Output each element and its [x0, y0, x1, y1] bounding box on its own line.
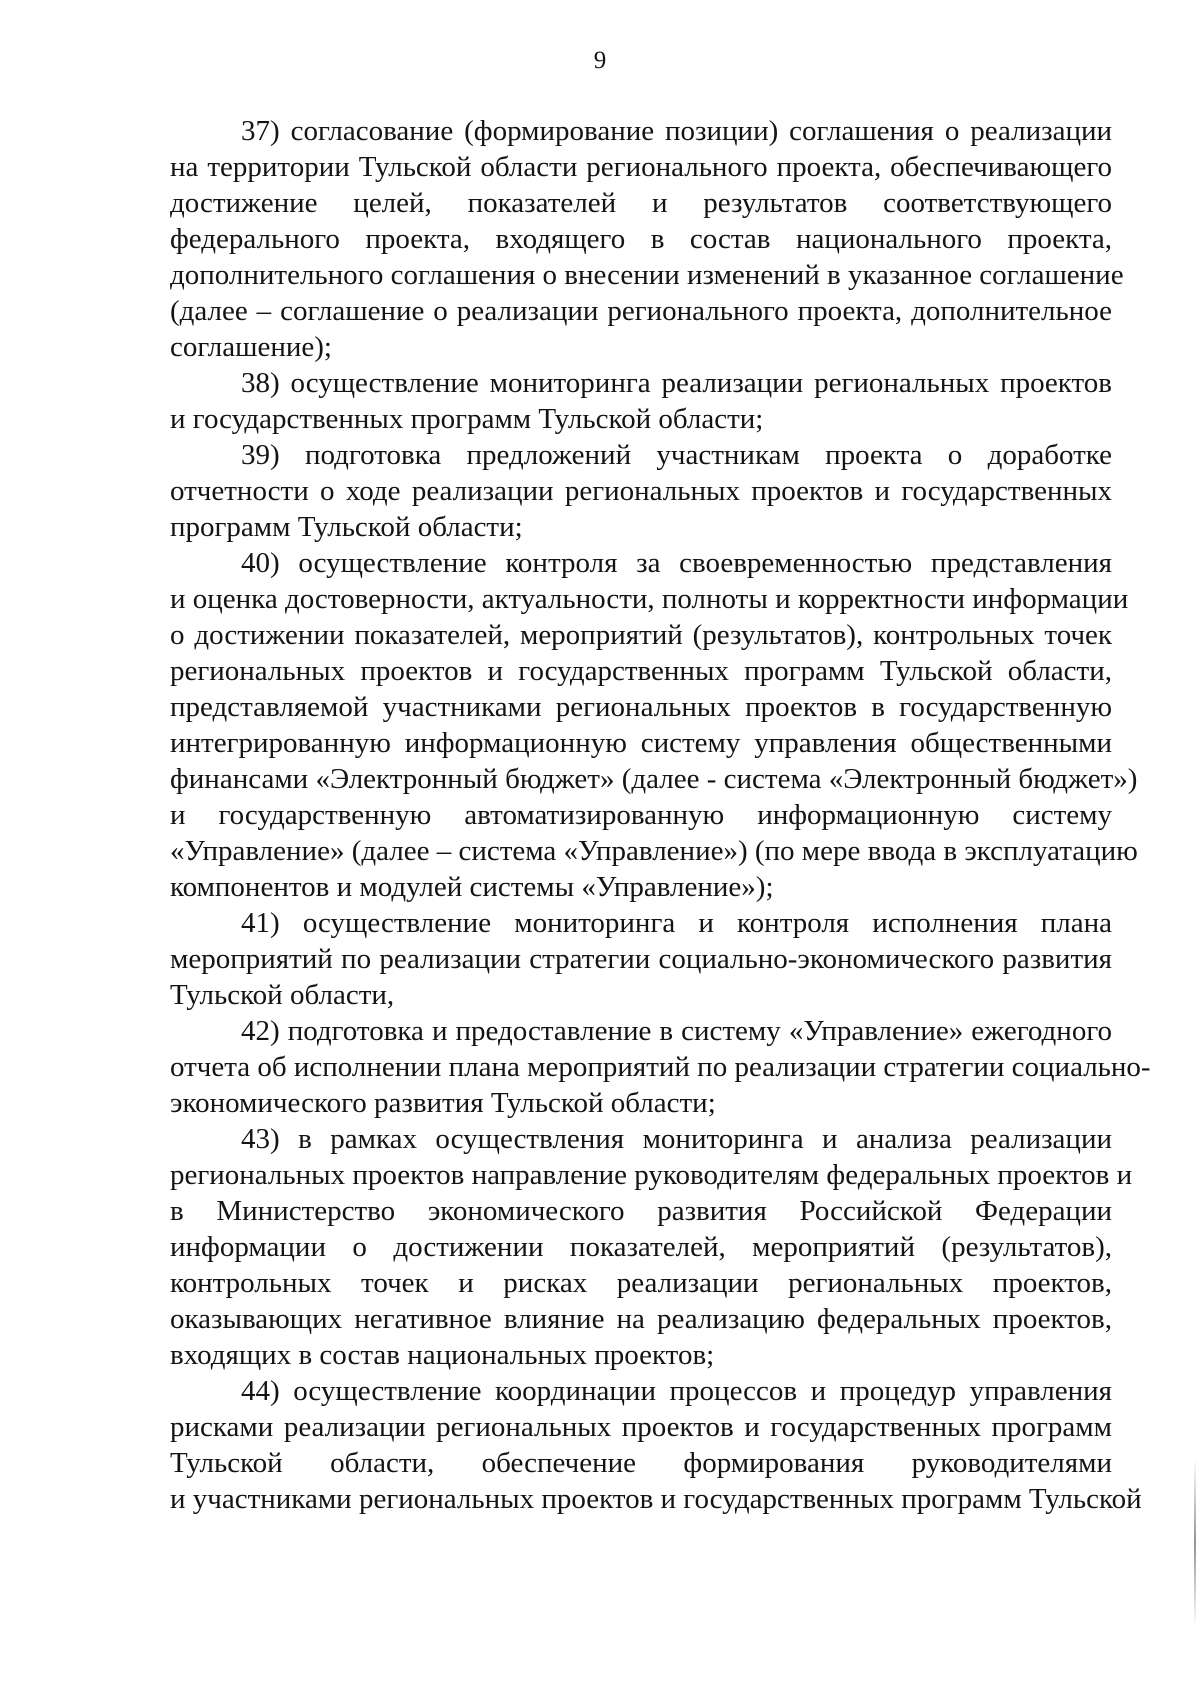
text-line: 39) подготовка предложений участникам проекта о доработке	[241, 439, 1112, 471]
text-line: отчета об исполнении плана мероприятий по реализации стратегии социально-	[170, 1051, 1151, 1083]
text-line: 41) осуществление мониторинга и контроля исполнения плана	[241, 907, 1112, 939]
text-line: и государственную автоматизированную информационную систему	[170, 799, 1112, 831]
text-line: 44) осуществление координации процессов и процедур управления	[241, 1375, 1112, 1407]
text-line: дополнительного соглашения о внесении изменений в указанное соглашение	[170, 259, 1124, 291]
text-line: интегрированную информационную систему управления общественными	[170, 727, 1112, 759]
scan-edge-mark	[1194, 1458, 1196, 1628]
page-number: 9	[593, 47, 607, 74]
text-line: (далее – соглашение о реализации регионального проекта, дополнительное	[170, 295, 1112, 327]
text-line: 43) в рамках осуществления мониторинга и анализа реализации	[241, 1123, 1112, 1155]
text-line: 38) осуществление мониторинга реализации региональных проектов	[241, 367, 1112, 399]
text-line: представляемой участниками региональных проектов в государственную	[170, 691, 1112, 723]
paragraph-item-39	[170, 437, 1112, 545]
text-line: региональных проектов и государственных программ Тульской области,	[170, 655, 1112, 687]
text-line: финансами «Электронный бюджет» (далее - система «Электронный бюджет»)	[170, 763, 1138, 795]
text-line: входящих в состав национальных проектов;	[170, 1339, 715, 1371]
text-line: 42) подготовка и предоставление в систему «Управление» ежегодного	[241, 1015, 1112, 1047]
paragraph-item-40	[170, 545, 1138, 905]
paragraph-item-42	[170, 1013, 1151, 1121]
document-body	[170, 113, 1151, 1517]
text-line: и участниками региональных проектов и государственных программ Тульской	[170, 1483, 1142, 1515]
text-line: региональных проектов направление руководителям федеральных проектов и	[170, 1159, 1133, 1191]
text-line: информации о достижении показателей, мероприятий (результатов),	[170, 1231, 1112, 1263]
text-line: и государственных программ Тульской области;	[170, 403, 764, 435]
text-line: 40) осуществление контроля за своевременностью представления	[241, 547, 1112, 579]
paragraph-item-43	[170, 1121, 1133, 1373]
text-line: соглашение);	[170, 331, 332, 363]
text-line: Тульской области,	[170, 979, 395, 1011]
text-line: отчетности о ходе реализации региональных проектов и государственных	[170, 475, 1112, 507]
text-line: программ Тульской области;	[170, 511, 523, 543]
paragraph-item-37	[170, 113, 1124, 365]
paragraph-item-44	[170, 1373, 1142, 1517]
text-line: на территории Тульской области регионального проекта, обеспечивающего	[170, 151, 1112, 183]
text-line: в Министерство экономического развития Российской Федерации	[170, 1195, 1112, 1227]
text-line: компонентов и модулей системы «Управление»);	[170, 871, 774, 903]
paragraph-item-41	[170, 905, 1112, 1013]
text-line: 37) согласование (формирование позиции) соглашения о реализации	[241, 115, 1112, 147]
text-line: о достижении показателей, мероприятий (результатов), контрольных точек	[170, 619, 1112, 651]
text-line: экономического развития Тульской области;	[170, 1087, 716, 1119]
text-line: оказывающих негативное влияние на реализацию федеральных проектов,	[170, 1303, 1112, 1335]
text-line: Тульской области, обеспечение формирования руководителями	[170, 1447, 1112, 1479]
text-line: достижение целей, показателей и результатов соответствующего	[170, 187, 1112, 219]
paragraph-item-38	[170, 365, 1112, 437]
text-line: «Управление» (далее – система «Управление») (по мере ввода в эксплуатацию	[170, 835, 1138, 867]
text-line: контрольных точек и рисках реализации региональных проектов,	[170, 1267, 1112, 1299]
text-line: мероприятий по реализации стратегии социально-экономического развития	[170, 943, 1112, 975]
text-line: рисками реализации региональных проектов и государственных программ	[170, 1411, 1112, 1443]
text-line: и оценка достоверности, актуальности, полноты и корректности информации	[170, 583, 1129, 615]
text-line: федерального проекта, входящего в состав национального проекта,	[170, 223, 1112, 255]
